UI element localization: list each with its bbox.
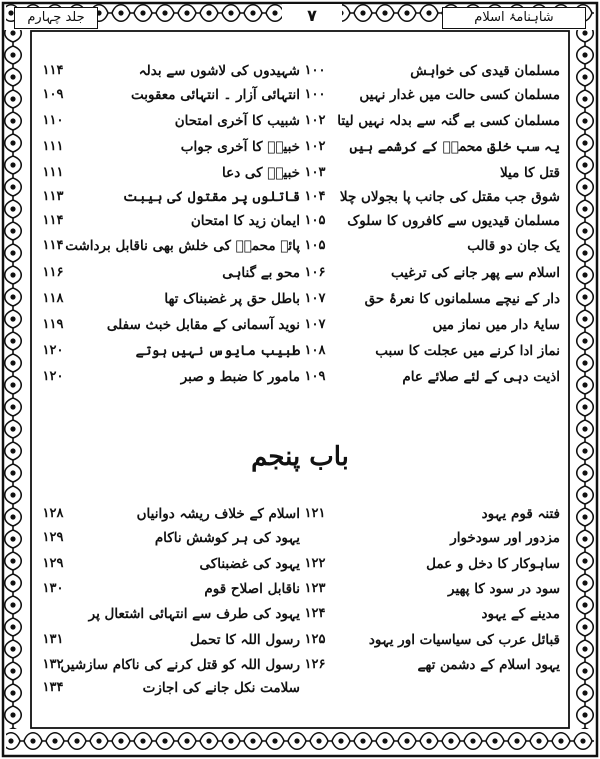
- toc-entry-page: ۱۱۱: [42, 139, 64, 154]
- toc-entry-title: قتل کا میلا: [499, 165, 560, 181]
- toc-entry-title: نماز ادا کرنے میں عجلت کا سبب: [375, 343, 560, 359]
- toc-entry: [40, 578, 300, 600]
- toc-entry-page: ۱۲۰: [42, 369, 64, 384]
- toc-row: [40, 210, 560, 232]
- toc-entry-title: مزدور اور سودخوار: [450, 530, 560, 546]
- toc-entry-page: ۱۱۴: [42, 213, 64, 228]
- toc-entry-page: ۱۰۰: [304, 87, 326, 102]
- toc-entry: [300, 110, 560, 132]
- toc-entry-page: ۱۱۴: [42, 63, 64, 78]
- toc-row: [40, 553, 560, 575]
- toc-entry-title: سود در سود کا پھیر: [448, 581, 560, 597]
- toc-entry-page: ۱۲۱: [304, 506, 326, 521]
- toc-entry-title: مدینے کے یہود: [481, 606, 560, 622]
- toc-entry-page: ۱۲۴: [304, 606, 326, 621]
- toc-entry-page: ۱۱۴: [42, 238, 64, 253]
- toc-entry-title: ساہوکار کا دخل و عمل: [426, 556, 560, 572]
- toc-row: [40, 60, 560, 82]
- toc-entry: [300, 60, 560, 82]
- toc-entry-title: مسلمان کسی حالت میں غدار نہیں: [359, 87, 560, 103]
- toc-entry-page: ۱۲۵: [304, 632, 326, 647]
- toc-entry-title: انتہائی آزار ۔ انتہائی معقوبت: [130, 87, 300, 103]
- toc-entry-title: مسلمان کسی بے گنہ سے بدلہ نہیں لیتا: [337, 113, 560, 129]
- toc-entry-title: شوق جب مقتل کی جانب پا بجولاں چلا: [339, 189, 560, 205]
- toc-entry-title: رسول اللہ کو قتل کرنے کی ناکام سازشیں: [60, 657, 300, 673]
- toc-entry: [300, 162, 560, 184]
- toc-entry-title: شبیب کا آخری امتحان: [174, 113, 300, 129]
- toc-row: [40, 654, 560, 676]
- toc-entry: [300, 603, 560, 625]
- toc-entry: [300, 210, 560, 232]
- volume-label: جلد چہارم: [14, 7, 98, 29]
- toc-entry: [40, 366, 300, 388]
- toc-entry: [300, 314, 560, 336]
- toc-entry-title: نوید آسمانی کے مقابل خبث سفلی: [106, 317, 300, 333]
- toc-entry-page: ۱۰۲: [304, 113, 326, 128]
- toc-entry: [40, 654, 300, 676]
- toc-row: [40, 527, 560, 549]
- toc-row: [40, 340, 560, 362]
- toc-entry-title: سلامت نکل جانے کی اجازت: [142, 680, 300, 696]
- section-heading: باب پنجم: [251, 442, 349, 472]
- toc-entry-title: محو بے گناہی: [222, 265, 300, 281]
- toc-entry-title: دار کے نیچے مسلمانوں کا نعرۂ حق: [364, 291, 560, 307]
- toc-entry-page: ۱۱۹: [42, 317, 64, 332]
- toc-entry: [300, 503, 560, 525]
- toc-entry-page: ۱۱۰: [42, 113, 64, 128]
- toc-entry-page: ۱۰۲: [304, 139, 326, 154]
- toc-entry-title: قبائل عرب کی سیاسیات اور یہود: [368, 632, 560, 648]
- toc-row: [40, 629, 560, 651]
- toc-row: [40, 578, 560, 600]
- toc-entry: [40, 84, 300, 106]
- toc-entry-page: ۱۱۶: [42, 265, 64, 280]
- toc-entry: [40, 136, 300, 158]
- page-header: [14, 4, 586, 30]
- toc-entry: [40, 288, 300, 310]
- toc-entry-page: ۱۲۹: [42, 556, 64, 571]
- toc-entry-page: ۱۰۴: [304, 189, 326, 204]
- toc-entry: [300, 629, 560, 651]
- toc-entry: [300, 186, 560, 208]
- toc-entry: [40, 503, 300, 525]
- toc-entry: [40, 603, 300, 625]
- toc-entry-page: ۱۳۲: [42, 657, 64, 672]
- toc-entry: [40, 527, 300, 549]
- toc-entry: [40, 110, 300, 132]
- toc-entry-title: طبیب مایوس نہیں ہوتے: [135, 343, 300, 359]
- toc-entry: [40, 60, 300, 82]
- toc-entry-page: ۱۲۶: [304, 657, 326, 672]
- toc-entry-page: ۱۰۵: [304, 213, 326, 228]
- toc-entry-title: اذیت دہی کے لئے صلائے عام: [402, 369, 560, 385]
- toc-row: [40, 503, 560, 525]
- page-number: ۷: [282, 4, 342, 28]
- toc-entry-title: یہود کی ہر کوشش ناکام: [154, 530, 300, 546]
- toc-entry-page: ۱۰۵: [304, 238, 326, 253]
- toc-row: [40, 84, 560, 106]
- toc-entry-title: یک جان دو قالب: [467, 238, 560, 254]
- toc-row: [40, 366, 560, 388]
- toc-entry-page: ۱۰۷: [304, 291, 326, 306]
- toc-entry-title: خبیبؓ کی دعا: [222, 165, 300, 181]
- toc-entry: [40, 262, 300, 284]
- toc-entry: [40, 186, 300, 208]
- toc-entry: [40, 162, 300, 184]
- toc-row: [40, 603, 560, 625]
- toc-row: [40, 186, 560, 208]
- toc-row: [40, 677, 560, 699]
- toc-row: [40, 110, 560, 132]
- toc-entry: [300, 340, 560, 362]
- toc-entry-page: ۱۰۶: [304, 265, 326, 280]
- toc-entry-title: یہود کی غضبناکی: [199, 556, 300, 572]
- toc-entry: [40, 210, 300, 232]
- toc-entry-page: ۱۰۷: [304, 317, 326, 332]
- toc-entry-title: ایمان زید کا امتحان: [190, 213, 300, 229]
- toc-entry-page: ۱۰۹: [42, 87, 64, 102]
- toc-entry-title: رسول اللہ کا تحمل: [190, 632, 300, 648]
- toc-entry: [300, 84, 560, 106]
- book-title: شاہنامۂ اسلام: [442, 7, 586, 29]
- toc-row: [40, 262, 560, 284]
- toc-entry-page: ۱۰۹: [304, 369, 326, 384]
- toc-entry: [40, 677, 300, 699]
- toc-entry: [300, 553, 560, 575]
- toc-entry-page: ۱۱۳: [42, 189, 64, 204]
- toc-entry-title: شہیدوں کی لاشوں سے بدلہ: [138, 63, 300, 79]
- toc-entry: [300, 654, 560, 676]
- toc-entry-title: قاتلوں پر مقتول کی ہیبت: [122, 189, 300, 205]
- toc-entry-page: ۱۲۹: [42, 530, 64, 545]
- toc-entry-page: ۱۰۰: [304, 63, 326, 78]
- toc-entry: [300, 677, 560, 699]
- toc-entry: [40, 340, 300, 362]
- toc-row: [40, 136, 560, 158]
- toc-entry-title: یہود اسلام کے دشمن تھے: [417, 657, 560, 673]
- toc-entry-title: باطل حق پر غضبناک تھا: [164, 291, 300, 307]
- toc-entry-title: یہ سب خلق محمدؐ کے کرشمے ہیں: [349, 139, 560, 155]
- toc-entry-title: سایۂ دار میں نماز میں: [432, 317, 560, 333]
- toc-entry: [300, 288, 560, 310]
- toc-entry: [300, 578, 560, 600]
- toc-entry-title: مامور کا ضبط و صبر: [180, 369, 300, 385]
- toc-entry: [300, 235, 560, 257]
- toc-entry-page: ۱۲۰: [42, 343, 64, 358]
- toc-entry-title: اسلام سے پھر جانے کی ترغیب: [390, 265, 560, 281]
- toc-entry: [40, 235, 300, 257]
- toc-entry-page: ۱۳۱: [42, 632, 64, 647]
- toc-row: [40, 288, 560, 310]
- toc-entry-page: ۱۱۸: [42, 291, 64, 306]
- toc-entry-title: یہود کی طرف سے انتہائی اشتعال پر: [88, 606, 300, 622]
- toc-entry-title: ناقابل اصلاح قوم: [204, 581, 300, 597]
- toc-entry-page: ۱۳۰: [42, 581, 64, 596]
- toc-entry-title: مسلمان قیدیوں سے کافروں کا سلوک: [347, 213, 560, 229]
- toc-entry: [300, 136, 560, 158]
- toc-entry: [300, 366, 560, 388]
- toc-entry-title: مسلمان قیدی کی خواہش: [410, 63, 560, 79]
- toc-entry-page: ۱۰۳: [304, 165, 326, 180]
- toc-entry-page: ۱۲۲: [304, 556, 326, 571]
- toc-entry-page: ۱۲۸: [42, 506, 64, 521]
- toc-entry-page: ۱۱۱: [42, 165, 64, 180]
- toc-entry-page: ۱۲۳: [304, 581, 326, 596]
- toc-entry: [40, 629, 300, 651]
- toc-entry-title: فتنہ قوم یہود: [481, 506, 560, 522]
- toc-row: [40, 162, 560, 184]
- toc-row: [40, 314, 560, 336]
- toc-entry: [300, 262, 560, 284]
- toc-entry: [40, 553, 300, 575]
- toc-entry-title: پائے محمدؐ کی خلش بھی ناقابل برداشت: [65, 238, 300, 254]
- toc-entry-title: خبیبؓ کا آخری جواب: [180, 139, 300, 155]
- toc-row: [40, 235, 560, 257]
- toc-entry: [40, 314, 300, 336]
- toc-entry-page: ۱۰۸: [304, 343, 326, 358]
- toc-entry-page: ۱۳۴: [42, 680, 64, 695]
- toc-entry: [300, 527, 560, 549]
- toc-entry-title: اسلام کے خلاف ریشہ دوانیاں: [136, 506, 300, 522]
